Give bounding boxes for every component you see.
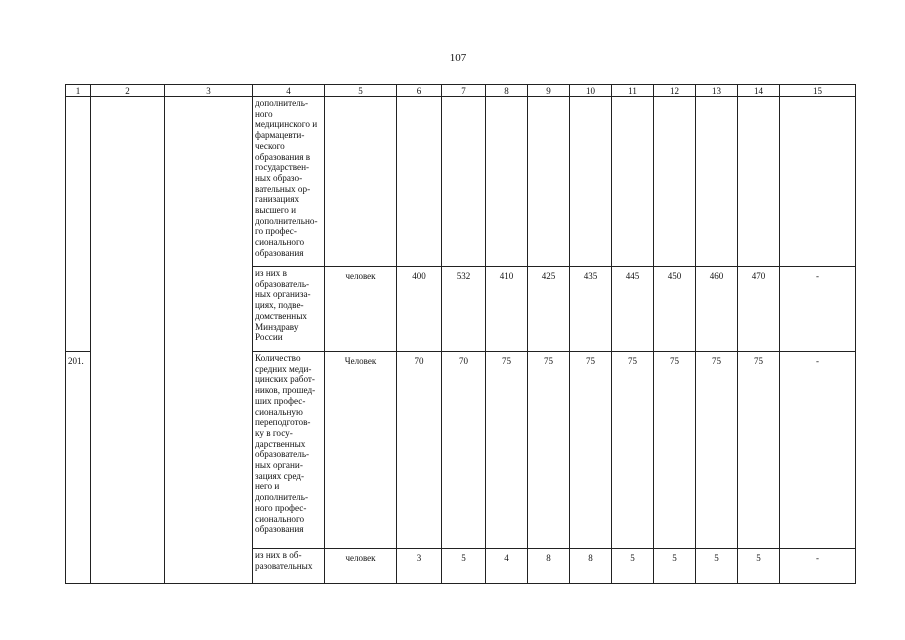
value-cell: 75 [486,352,528,549]
col2-cell [91,97,165,584]
col3-cell [165,97,253,584]
value-cell [654,97,696,267]
column-header: 8 [486,85,528,97]
value-cell [486,97,528,267]
column-header: 6 [397,85,442,97]
indicator-cell: из них в образователь- ных организа- циях, подве- домственных Минздраву России [253,267,325,352]
value-cell [442,97,486,267]
column-header: 2 [91,85,165,97]
column-header: 11 [612,85,654,97]
unit-cell [325,97,397,267]
value-cell: 75 [654,352,696,549]
value-cell: 435 [570,267,612,352]
value-cell: 5 [738,549,780,584]
value-cell: 5 [654,549,696,584]
unit-cell: человек [325,549,397,584]
column-header: 1 [66,85,91,97]
value-cell: 5 [612,549,654,584]
unit-cell: Человек [325,352,397,549]
column-header: 13 [696,85,738,97]
table-row [66,97,856,267]
column-header: 12 [654,85,696,97]
value-cell: 5 [696,549,738,584]
value-cell: 75 [528,352,570,549]
column-header: 14 [738,85,780,97]
column-header: 5 [325,85,397,97]
column-header: 7 [442,85,486,97]
column-header: 15 [780,85,856,97]
value-cell [528,97,570,267]
indicator-cell: Количество средних меди- цинских работ- ников, прошед- ших профес- сиональную переподготов- ку в госу- дарственных образователь- ных органи- зациях сред- него и дополнитель- ного профес- сионального образования [253,352,325,549]
value-cell: 410 [486,267,528,352]
data-table [65,84,856,584]
value-cell: 425 [528,267,570,352]
value-cell: 5 [442,549,486,584]
value-cell: 8 [528,549,570,584]
value-cell: 70 [442,352,486,549]
value-cell [570,97,612,267]
col15-cell: - [780,267,856,352]
value-cell: 75 [738,352,780,549]
value-cell: 8 [570,549,612,584]
col15-cell [780,97,856,267]
indicator-cell: из них в об- разовательных [253,549,325,584]
value-cell: 450 [654,267,696,352]
column-header: 4 [253,85,325,97]
unit-cell: человек [325,267,397,352]
col15-cell: - [780,549,856,584]
col15-cell: - [780,352,856,549]
value-cell: 75 [696,352,738,549]
indicator-cell: дополнитель- ного медицинского и фармацевти- ческого образования в государствен- ных образо- вательных ор- ганизациях высшего и дополнительно- го профес- сионального образования [253,97,325,267]
value-cell: 75 [570,352,612,549]
value-cell [612,97,654,267]
value-cell: 445 [612,267,654,352]
value-cell: 70 [397,352,442,549]
row-index-cell: 201. [66,352,91,584]
value-cell [738,97,780,267]
value-cell: 400 [397,267,442,352]
page-number: 107 [449,52,467,64]
value-cell: 470 [738,267,780,352]
header-row [66,85,856,97]
column-header: 3 [165,85,253,97]
value-cell: 460 [696,267,738,352]
value-cell: 3 [397,549,442,584]
column-header: 9 [528,85,570,97]
value-cell: 532 [442,267,486,352]
value-cell [397,97,442,267]
column-header: 10 [570,85,612,97]
value-cell [696,97,738,267]
value-cell: 4 [486,549,528,584]
value-cell: 75 [612,352,654,549]
row-index-cell [66,97,91,352]
